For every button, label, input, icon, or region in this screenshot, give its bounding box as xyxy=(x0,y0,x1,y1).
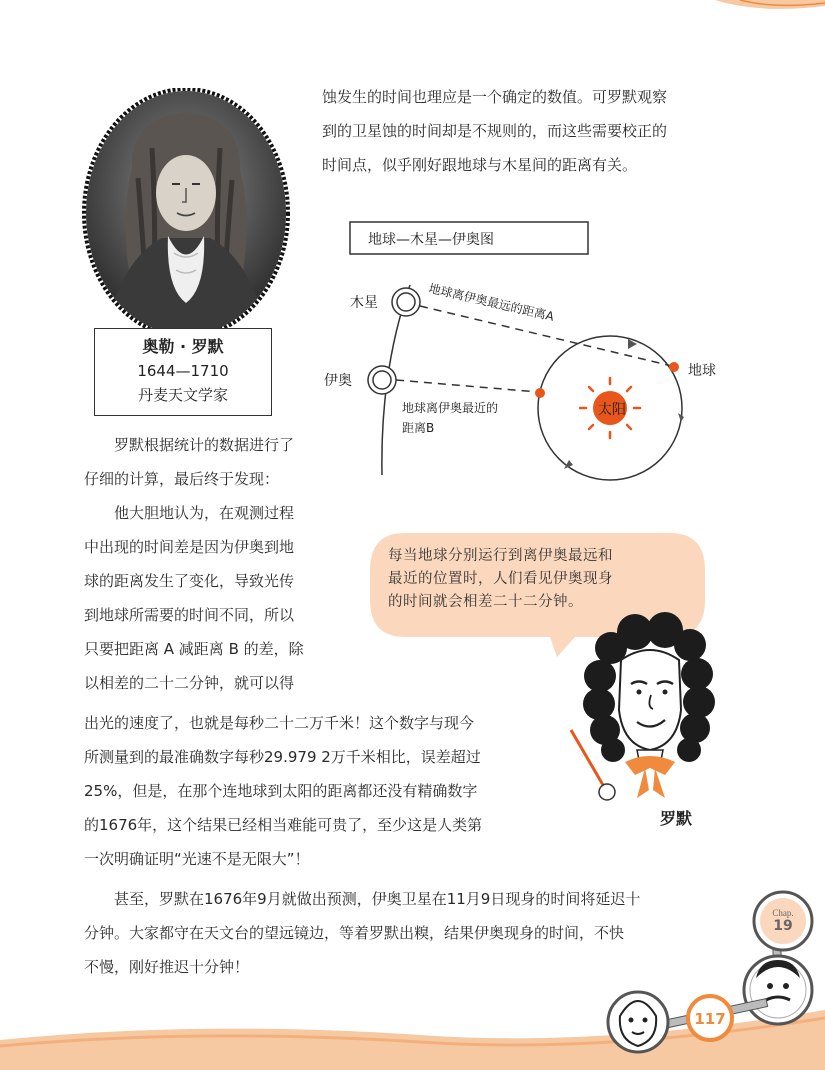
earth-label: 地球 xyxy=(688,363,716,379)
bubble-line: 最近的位置时，人们看见伊奥现身 xyxy=(388,571,613,587)
distance-b-label-2: 距离B xyxy=(402,421,435,435)
text-line: 所测量到的最准确数字每秒29.979 2万千米相比，误差超过 xyxy=(84,748,481,766)
diagram-title: 地球—木星—伊奥图 xyxy=(368,232,494,248)
cartoon-label: 罗默 xyxy=(660,809,693,828)
chapter-badge xyxy=(750,888,816,954)
text-line: 以相差的二十二分钟，就可以得 xyxy=(84,674,295,692)
distance-b-label-1: 地球离伊奥最近的 xyxy=(402,401,499,415)
text-line: 罗默根据统计的数据进行了 xyxy=(114,436,295,454)
caption-name: 奥勒 · 罗默 xyxy=(142,337,224,356)
earth-jupiter-io-diagram xyxy=(310,210,750,490)
caption-title: 丹麦天文学家 xyxy=(137,386,228,404)
distance-b-line xyxy=(396,380,538,392)
text-line: 分钟。大家都守在天文台的望远镜边，等着罗默出糗，结果伊奥现身的时间，不快 xyxy=(84,924,625,942)
text-line: 只要把距离 A 减距离 B 的差，除 xyxy=(84,640,304,658)
sun-label: 太阳 xyxy=(598,402,626,418)
text-line: 不慢，刚好推迟十分钟！ xyxy=(84,958,250,976)
roemer-cartoon xyxy=(565,600,715,820)
intro-paragraph xyxy=(322,80,762,182)
bubble-line: 的时间就会相差二十二分钟。 xyxy=(388,594,583,610)
jupiter-label: 木星 xyxy=(350,295,378,311)
portrait-caption xyxy=(94,328,272,416)
text-line: 仔细的计算，最后终于发现： xyxy=(84,470,280,488)
text-line: 到地球所需要的时间不同，所以 xyxy=(84,606,295,624)
io-label: 伊奥 xyxy=(324,373,352,389)
roemer-portrait xyxy=(82,88,290,338)
distance-a-label: 地球离伊奥最远的距离A xyxy=(427,281,556,324)
earth-far-position xyxy=(669,362,679,372)
text-line: 的1676年，这个结果已经相当难能可贵了，至少这是人类第 xyxy=(84,816,483,834)
chapter-number: 19 xyxy=(773,918,793,934)
text-line: 一次明确证明“光速不是无限大”！ xyxy=(84,850,310,868)
text-line: 蚀发生的时间也理应是一个确定的数值。可罗默观察 xyxy=(322,88,668,106)
text-line: 时间点，似乎刚好跟地球与木星间的距离有关。 xyxy=(322,156,638,174)
wide-paragraph xyxy=(84,706,564,876)
page-number: 117 xyxy=(694,1010,726,1028)
text-line: 到的卫星蚀的时间却是不规则的，而这些需要校正的 xyxy=(322,122,668,140)
left-paragraph xyxy=(84,428,374,700)
chapter-label: Chap. xyxy=(772,908,794,918)
earth-near-position xyxy=(535,388,545,398)
caption-years: 1644—1710 xyxy=(137,362,229,380)
text-line: 中出现的时间差是因为伊奥到地 xyxy=(84,538,295,556)
text-line: 25%，但是，在那个连地球到太阳的距离都还没有精确数字 xyxy=(84,782,478,800)
text-line: 甚至，罗默在1676年9月就做出预测，伊奥卫星在11月9日现身的时间将延迟十 xyxy=(114,890,641,908)
text-line: 出光的速度了，也就是每秒二十二万千米！这个数字与现今 xyxy=(84,714,475,732)
top-decoration xyxy=(0,0,825,20)
text-line: 球的距离发生了变化，导致光传 xyxy=(84,572,295,590)
bubble-line: 每当地球分别运行到离伊奥最远和 xyxy=(388,548,613,564)
text-line: 他大胆地认为，在观测过程 xyxy=(114,504,295,522)
